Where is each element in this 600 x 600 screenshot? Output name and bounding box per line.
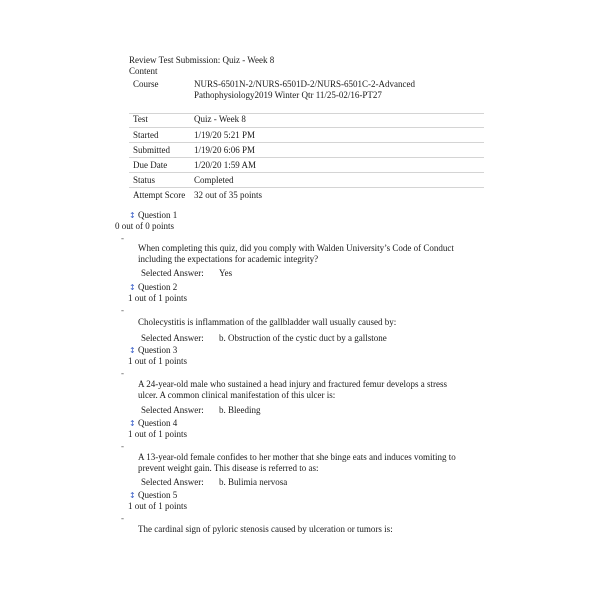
summary-value: Completed (194, 174, 234, 185)
summary-label: Attempt Score (133, 189, 186, 200)
summary-row-status (129, 172, 484, 187)
question-title: Question 4 (137, 418, 178, 428)
summary-row-course (129, 77, 484, 113)
question-text: When completing this quiz, did you comply with Walden University’s Code of Conduct including the expectations for academic integrity? (138, 243, 454, 264)
summary-label: Course (133, 79, 159, 89)
summary-label: Started (133, 129, 159, 140)
question-heading[interactable] (129, 282, 177, 293)
summary-row-test (129, 113, 484, 127)
summary-value: 1/19/20 6:06 PM (194, 144, 256, 155)
summary-row-submitted (129, 142, 484, 157)
summary-label: Submitted (133, 144, 171, 155)
question-heading[interactable] (129, 210, 177, 221)
selected-answer-value: b. Bulimia nervosa (219, 477, 288, 487)
question-title: Question 2 (137, 282, 178, 292)
question-heading[interactable] (129, 345, 177, 356)
page-title: Review Test Submission: Quiz - Week 8 (129, 55, 275, 65)
summary-row-due-date (129, 157, 484, 172)
question-points: 1 out of 1 points (128, 356, 188, 366)
question-points: 1 out of 1 points (128, 293, 188, 303)
content-label: Content (129, 66, 158, 76)
expand-toggle-icon[interactable]: ↕ (129, 283, 136, 292)
summary-value: 1/20/20 1:59 AM (194, 159, 257, 170)
selected-answer-value: b. Obstruction of the cystic duct by a gallstone (219, 333, 387, 343)
summary-value: 32 out of 35 points (194, 189, 263, 200)
summary-label: Test (133, 113, 148, 124)
question-points: 0 out of 0 points (115, 221, 175, 231)
separator-dash: - (121, 513, 124, 523)
submission-summary-table (129, 77, 484, 215)
summary-value: 1/19/20 5:21 PM (194, 129, 256, 140)
question-heading[interactable] (129, 418, 177, 429)
summary-row-started (129, 127, 484, 142)
question-text: A 13-year-old female confides to her mother that she binge eats and induces vomiting to prevent weight gain. This disease is referred to as: (138, 452, 456, 473)
question-title: Question 1 (137, 210, 178, 220)
selected-answer-label: Selected Answer: (141, 333, 204, 343)
question-heading[interactable] (129, 490, 177, 501)
summary-value: NURS-6501N-2/NURS-6501D-2/NURS-6501C-2-Advanced Pathophysiology2019 Winter Qtr 11/25-02/16-PT27 (194, 79, 415, 100)
selected-answer-label: Selected Answer: (141, 477, 204, 487)
question-points: 1 out of 1 points (128, 501, 188, 511)
question-title: Question 5 (137, 490, 178, 500)
separator-dash: - (121, 305, 124, 315)
question-text: The cardinal sign of pyloric stenosis caused by ulceration or tumors is: (138, 524, 393, 534)
summary-label: Due Date (133, 159, 168, 170)
summary-label: Status (133, 174, 156, 185)
question-title: Question 3 (137, 345, 178, 355)
expand-toggle-icon[interactable]: ↕ (129, 491, 136, 500)
expand-toggle-icon[interactable]: ↕ (129, 346, 136, 355)
separator-dash: - (121, 368, 124, 378)
summary-value: Quiz - Week 8 (194, 113, 246, 124)
separator-dash: - (121, 233, 124, 243)
selected-answer-label: Selected Answer: (141, 268, 204, 278)
separator-dash: - (121, 441, 124, 451)
question-text: A 24-year-old male who sustained a head injury and fractured femur develops a stress ulcer. A common clinical manifestation of this ulcer is: (138, 379, 447, 400)
selected-answer-label: Selected Answer: (141, 405, 204, 415)
selected-answer-value: Yes (219, 268, 233, 278)
question-text: Cholecystitis is inflammation of the gallbladder wall usually caused by: (138, 317, 397, 327)
question-points: 1 out of 1 points (128, 429, 188, 439)
summary-row-attempt-score (129, 187, 484, 215)
expand-toggle-icon[interactable]: ↕ (129, 419, 136, 428)
selected-answer-value: b. Bleeding (219, 405, 261, 415)
expand-toggle-icon[interactable]: ↕ (129, 211, 136, 220)
